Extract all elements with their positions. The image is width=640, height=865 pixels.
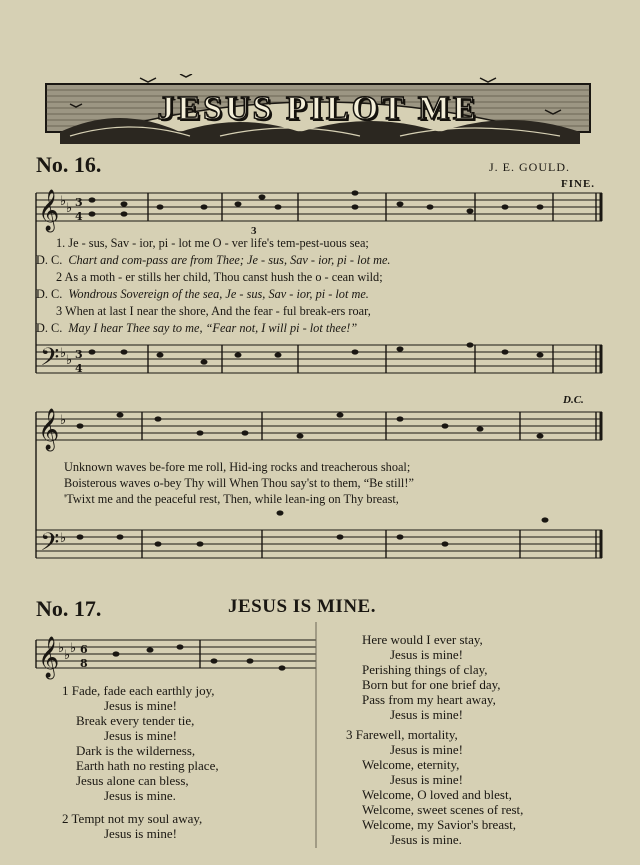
fine-mark: FINE. [561, 178, 596, 190]
verse-line: Jesus is mine! [390, 772, 463, 787]
verse-line: Jesus is mine! [390, 647, 463, 662]
triplet-mark: 3 [251, 225, 257, 237]
verse-line: Welcome, my Savior's breast, [362, 817, 517, 832]
lyric-dc-2-text: Wondrous Sovereign of the sea, Je - sus, Sav - ior, pi - lot me. [68, 287, 369, 301]
verse-line: Welcome, eternity, [362, 757, 460, 772]
lyric-dc-1 [36, 254, 391, 266]
svg-text:𝄞: 𝄞 [38, 637, 60, 678]
verse-line: Jesus is mine. [104, 788, 176, 803]
lyric-line-1: Unknown waves be-fore me roll, Hid-ing rocks and treacherous shoal; [64, 460, 411, 474]
verse-line: Jesus is mine! [104, 826, 177, 841]
verse-line: Here would I ever stay, [362, 632, 483, 647]
svg-text:♭: ♭ [60, 531, 67, 546]
hymn-17-title: JESUS IS MINE. [228, 596, 376, 617]
svg-text:♭: ♭ [70, 641, 77, 656]
lyric-verse-2: 2 As a moth - er stills her child, Thou canst hush the o - cean wild; [56, 270, 383, 284]
lyric-verse-1: 1. Je - sus, Sav - ior, pi - lot me O - ver life's tem-pest-uous sea; [56, 236, 369, 250]
verse-line: Welcome, O loved and blest, [362, 787, 512, 802]
banner-title: JESUS PILOT ME [157, 90, 479, 127]
verse-line: Dark is the wilderness, [76, 743, 196, 758]
verse-line: 1 Fade, fade each earthly joy, [62, 683, 215, 698]
hymn-17-number: No. 17. [36, 596, 102, 621]
verse-line: 3 Farewell, mortality, [346, 727, 458, 742]
verse-line: Earth hath no resting place, [76, 758, 219, 773]
verse-line: Jesus is mine! [104, 728, 177, 743]
verse-line: Pass from my heart away, [362, 692, 496, 707]
lyric-verse-3: 3 When at last I near the shore, And the fear - ful break-ers roar, [56, 304, 371, 318]
lyric-line-3: 'Twixt me and the peaceful rest, Then, while lean-ing on Thy breast, [64, 492, 399, 506]
svg-text:𝄞: 𝄞 [38, 409, 60, 450]
composer-credit: J. E. GOULD. [489, 160, 570, 174]
svg-text:𝄢: 𝄢 [40, 528, 60, 563]
svg-text:♭: ♭ [64, 648, 71, 663]
verse-line: Welcome, sweet scenes of rest, [362, 802, 524, 817]
svg-text:♭: ♭ [60, 413, 67, 428]
svg-text:♭: ♭ [66, 201, 73, 216]
svg-text:♭: ♭ [66, 353, 73, 368]
lyric-dc-3-text: May I hear Thee say to me, “Fear not, I will pi - lot thee!” [68, 321, 358, 335]
svg-text:6: 6 [80, 643, 88, 656]
svg-text:4: 4 [75, 362, 83, 375]
hymn-16-number: No. 16. [36, 152, 102, 177]
verse-line: Jesus is mine. [390, 832, 462, 847]
verse-line: Jesus alone can bless, [76, 773, 189, 788]
verse-line: Born but for one brief day, [362, 677, 501, 692]
lyric-dc-2 [36, 288, 369, 300]
verse-line: Perishing things of clay, [362, 662, 488, 677]
dc-mark: D.C. [563, 394, 584, 406]
lyric-line-2: Boisterous waves o-bey Thy will When Thou say'st to them, “Be still!” [64, 476, 414, 490]
svg-text:𝄢: 𝄢 [40, 343, 60, 378]
svg-text:𝄞: 𝄞 [38, 190, 60, 231]
svg-text:♭: ♭ [58, 641, 65, 656]
lyric-dc-3 [36, 322, 357, 334]
svg-text:8: 8 [80, 657, 88, 670]
lyric-dc-1-text: Chart and com-pass are from Thee; Je - sus, Sav - ior, pi - lot me. [68, 253, 391, 267]
svg-text:3: 3 [75, 348, 83, 361]
svg-text:4: 4 [75, 210, 83, 223]
dc-prefix: D. C. [36, 287, 63, 301]
verse-line: Jesus is mine! [390, 707, 463, 722]
svg-text:♭: ♭ [60, 194, 67, 209]
dc-prefix: D. C. [36, 253, 63, 267]
svg-text:3: 3 [75, 196, 83, 209]
svg-text:♭: ♭ [60, 346, 67, 361]
verse-line: Jesus is mine! [104, 698, 177, 713]
verse-line: Jesus is mine! [390, 742, 463, 757]
verse-line: Break every tender tie, [76, 713, 195, 728]
verse-line: 2 Tempt not my soul away, [62, 811, 203, 826]
dc-prefix: D. C. [36, 321, 63, 335]
